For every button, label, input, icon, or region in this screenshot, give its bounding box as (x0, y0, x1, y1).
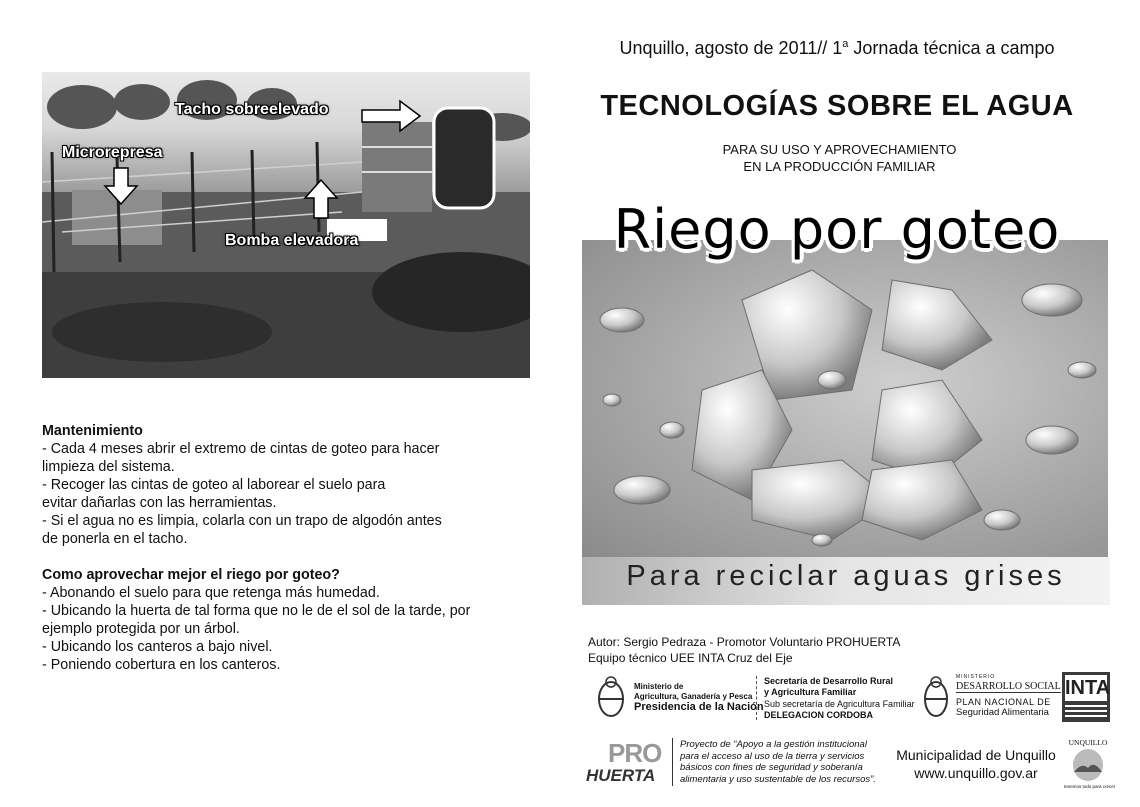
label-microrepresa: Microrepresa (62, 144, 163, 161)
water-drops-image (582, 240, 1108, 558)
prohuerta-description (680, 739, 890, 785)
ds-line-2: PLAN NACIONAL DE (956, 697, 1051, 707)
unquillo-wordmark: UNQUILLO (1068, 738, 1108, 747)
desc-line: alimentaria y uso sustentable de los recursos”. (680, 773, 876, 785)
desarrollo-social-logo (922, 672, 1062, 722)
instructions-text (42, 422, 522, 674)
maintenance-line: - Si el agua no es limpia, colarla con un trapo de algodón antes (42, 513, 442, 529)
recycle-drops-illustration (582, 240, 1108, 558)
ds-line-1: DESARROLLO SOCIAL (956, 681, 1061, 692)
ds-line-3: Seguridad Alimentaria (956, 707, 1049, 718)
label-tacho-sobreelevado: Tacho sobreelevado (175, 101, 329, 118)
reciclar-banner: Para reciclar aguas grises (626, 560, 1066, 592)
ministerio-agricultura-logo (596, 672, 916, 722)
pro-wordmark: PRO (608, 738, 662, 768)
ds-small: MINISTERIO (956, 674, 996, 680)
escudo-icon (596, 674, 626, 720)
date-prefix: Unquillo, agosto de 2011// 1 (619, 38, 843, 58)
unquillo-motto: tenemos todo para crecer (1064, 784, 1116, 789)
maintenance-line: de ponerla en el tacho. (42, 531, 188, 547)
date-sup: a (842, 38, 849, 50)
desc-line: básicos con fines de seguridad y soberanía (680, 762, 863, 773)
riego-por-goteo-title: Riego por goteo (613, 198, 1061, 261)
maintenance-line: - Recoger las cintas de goteo al laborear el suelo para (42, 477, 386, 493)
secretaria-line-4: DELEGACION CORDOBA (764, 710, 874, 720)
hills-icon (1072, 748, 1104, 782)
field-photo (42, 72, 530, 378)
escudo-icon (922, 674, 950, 720)
ministerio-line-1: Ministerio de (634, 682, 684, 691)
best-use-line: ejemplo protegida por un árbol. (42, 621, 240, 637)
secretaria-line-3: Sub secretaría de Agricultura Familiar (764, 699, 915, 709)
ministerio-line-2: Agricultura, Ganadería y Pesca (634, 692, 753, 701)
subtitle-line-2: EN LA PRODUCCIÓN FAMILIAR (743, 159, 936, 174)
municipality-name: Municipalidad de Unquillo (896, 747, 1056, 763)
main-title: TECNOLOGÍAS SOBRE EL AGUA (600, 90, 1074, 122)
desc-line: Proyecto de “Apoyo a la gestión institucional (680, 739, 867, 750)
event-date (582, 38, 1092, 59)
inta-wordmark: INTA (1065, 677, 1111, 699)
date-suffix: Jornada técnica a campo (848, 38, 1055, 58)
desc-line: para el acceso al uso de la tierra y servicios (680, 750, 865, 762)
team-line: Equipo técnico UEE INTA Cruz del Eje (588, 651, 793, 665)
prohuerta-logo (586, 738, 671, 788)
unquillo-logo (1064, 738, 1116, 794)
municipality-info (890, 746, 1062, 782)
maintenance-heading: Mantenimiento (42, 423, 143, 439)
maintenance-line: - Cada 4 meses abrir el extremo de cintas de goteo para hacer (42, 441, 440, 457)
secretaria-line-2: y Agricultura Familiar (764, 687, 857, 697)
maintenance-line: evitar dañarlas con las herramientas. (42, 495, 277, 511)
best-use-line: - Abonando el suelo para que retenga más humedad. (42, 585, 380, 601)
municipality-url[interactable]: www.unquillo.gov.ar (914, 765, 1038, 781)
subtitle-line-1: PARA SU USO Y APROVECHAMIENTO (722, 142, 957, 157)
huerta-wordmark: HUERTA (586, 766, 656, 785)
best-use-heading: Como aprovechar mejor el riego por goteo? (42, 567, 340, 583)
credits (588, 634, 900, 666)
maintenance-line: limpieza del sistema. (42, 459, 175, 475)
ministerio-line-3: Presidencia de la Nación (634, 701, 764, 713)
label-bomba-elevadora: Bomba elevadora (225, 232, 359, 249)
best-use-line: - Poniendo cobertura en los canteros. (42, 657, 281, 673)
best-use-line: - Ubicando los canteros a bajo nivel. (42, 639, 273, 655)
best-use-line: - Ubicando la huerta de tal forma que no le de el sol de la tarde, por (42, 603, 471, 619)
author-line: Autor: Sergio Pedraza - Promotor Voluntario PROHUERTA (588, 635, 901, 649)
secretaria-line-1: Secretaría de Desarrollo Rural (764, 676, 894, 686)
inta-logo (1062, 672, 1110, 722)
